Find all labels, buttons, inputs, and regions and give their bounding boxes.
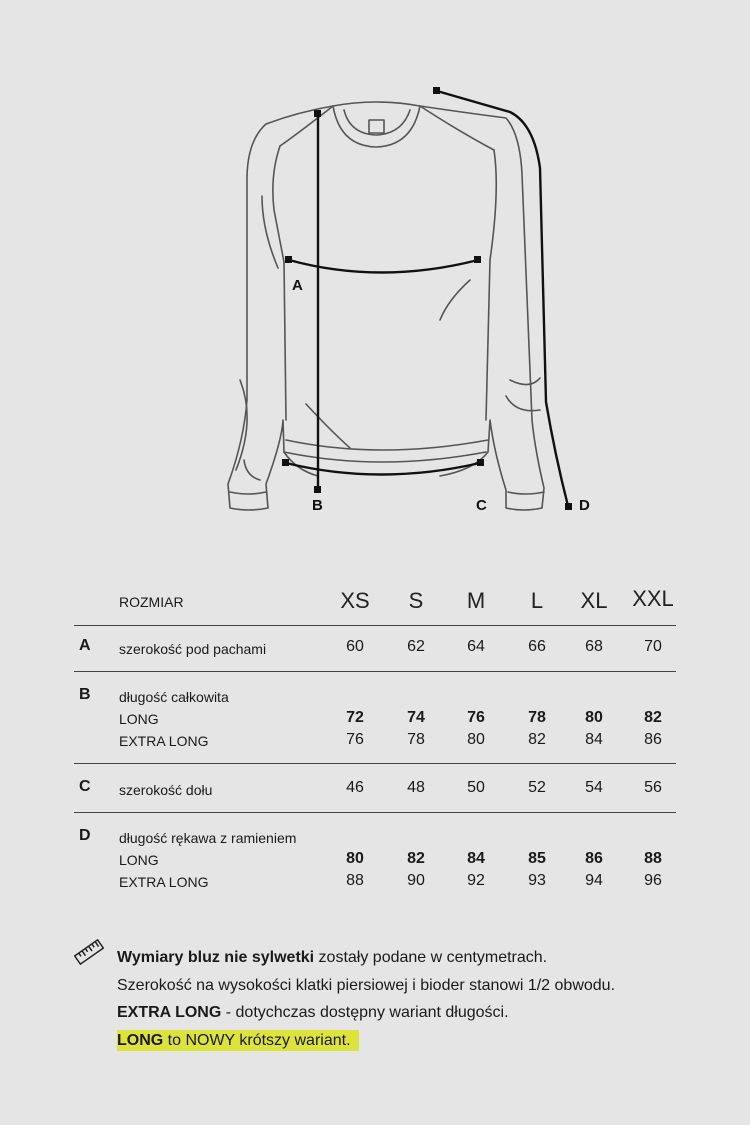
size-notes bbox=[117, 944, 615, 1054]
value-cell: 60 bbox=[346, 638, 364, 655]
measurement-lines bbox=[286, 91, 568, 506]
value-cell: 86 bbox=[585, 850, 603, 867]
value-cell: 80 bbox=[467, 731, 485, 748]
note-line-3-bold: EXTRA LONG bbox=[117, 1004, 222, 1021]
table-group-d bbox=[74, 813, 676, 903]
value-cell: 56 bbox=[644, 779, 662, 796]
highlighted-note bbox=[117, 1030, 359, 1051]
value-cell: 52 bbox=[528, 779, 546, 796]
size-xl: XL bbox=[580, 588, 608, 613]
group-title: szerokość pod pachami bbox=[119, 641, 267, 657]
value-cell: 54 bbox=[585, 779, 603, 796]
value-cell: 70 bbox=[644, 638, 662, 655]
value-cell: 90 bbox=[407, 872, 425, 889]
size-table bbox=[74, 580, 676, 903]
value-cell: 86 bbox=[644, 731, 662, 748]
note-line-2: Szerokość na wysokości klatki piersiowej i bioder stanowi 1/2 obwodu. bbox=[117, 976, 616, 994]
note-line-4-rest: to NOWY krótszy wariant. bbox=[163, 1031, 351, 1049]
value-cell: 78 bbox=[528, 709, 546, 726]
table-group-c bbox=[74, 764, 676, 813]
note-line-4-bold: LONG bbox=[117, 1031, 164, 1049]
value-cell: 96 bbox=[644, 872, 662, 889]
measure-label-c: C bbox=[476, 497, 487, 514]
value-cell: 82 bbox=[528, 731, 546, 748]
note-line-3-rest: - dotychczas dostępny wariant długości. bbox=[221, 1004, 509, 1021]
value-cell: 66 bbox=[528, 638, 546, 655]
size-header-row bbox=[74, 580, 676, 626]
size-m: M bbox=[466, 588, 486, 613]
group-title: szerokość dołu bbox=[119, 782, 213, 798]
note-line-1 bbox=[117, 944, 615, 972]
note-line-4 bbox=[117, 1027, 615, 1055]
value-cell: 76 bbox=[346, 731, 364, 748]
group-letter: D bbox=[79, 827, 91, 844]
group-letter: B bbox=[79, 686, 91, 703]
value-cell: 88 bbox=[644, 850, 662, 867]
table-group-b bbox=[74, 672, 676, 764]
sweatshirt-outline bbox=[228, 102, 544, 510]
value-cell: 80 bbox=[585, 709, 603, 726]
value-cell: 94 bbox=[585, 872, 603, 889]
value-cell: 84 bbox=[467, 850, 485, 867]
size-l: L bbox=[530, 588, 544, 613]
measure-d-line bbox=[437, 91, 568, 506]
note-line-1-bold: Wymiary bluz nie sylwetki bbox=[117, 949, 315, 966]
value-cell: 84 bbox=[585, 731, 603, 748]
value-cell: 76 bbox=[467, 709, 485, 726]
value-cell: 62 bbox=[407, 638, 425, 655]
value-cell: 78 bbox=[407, 731, 425, 748]
group-letter: C bbox=[79, 778, 91, 795]
note-line-1-rest: zostały podane w centymetrach. bbox=[314, 949, 548, 966]
measure-c-line bbox=[286, 463, 480, 475]
value-cell: 92 bbox=[467, 872, 485, 889]
row-label: LONG bbox=[119, 711, 159, 727]
size-xxl: XXL bbox=[632, 586, 674, 611]
row-label: LONG bbox=[119, 852, 159, 868]
value-cell: 68 bbox=[585, 638, 603, 655]
table-group-a bbox=[74, 626, 676, 672]
group-letter: A bbox=[79, 637, 91, 654]
row-label: EXTRA LONG bbox=[119, 874, 209, 890]
value-cell: 74 bbox=[407, 709, 425, 726]
measure-label-d: D bbox=[579, 497, 590, 514]
value-cell: 82 bbox=[407, 850, 425, 867]
size-xs: XS bbox=[340, 588, 370, 613]
size-header-label: ROZMIAR bbox=[119, 594, 184, 610]
measure-label-b: B bbox=[312, 497, 323, 514]
value-cell: 48 bbox=[407, 779, 425, 796]
note-line-3 bbox=[117, 999, 615, 1027]
group-title: długość rękawa z ramieniem bbox=[119, 830, 297, 846]
ruler-icon bbox=[74, 938, 104, 966]
value-cell: 93 bbox=[528, 872, 546, 889]
group-title: długość całkowita bbox=[119, 689, 229, 705]
row-label: EXTRA LONG bbox=[119, 733, 209, 749]
value-cell: 85 bbox=[528, 850, 546, 867]
value-cell: 64 bbox=[467, 638, 485, 655]
value-cell: 88 bbox=[346, 872, 364, 889]
value-cell: 50 bbox=[467, 779, 485, 796]
value-cell: 46 bbox=[346, 779, 364, 796]
size-s: S bbox=[408, 588, 424, 613]
value-cell: 82 bbox=[644, 709, 662, 726]
sweatshirt-diagram bbox=[0, 0, 750, 540]
value-cell: 80 bbox=[346, 850, 364, 867]
value-cell: 72 bbox=[346, 709, 364, 726]
measure-label-a: A bbox=[292, 277, 303, 294]
